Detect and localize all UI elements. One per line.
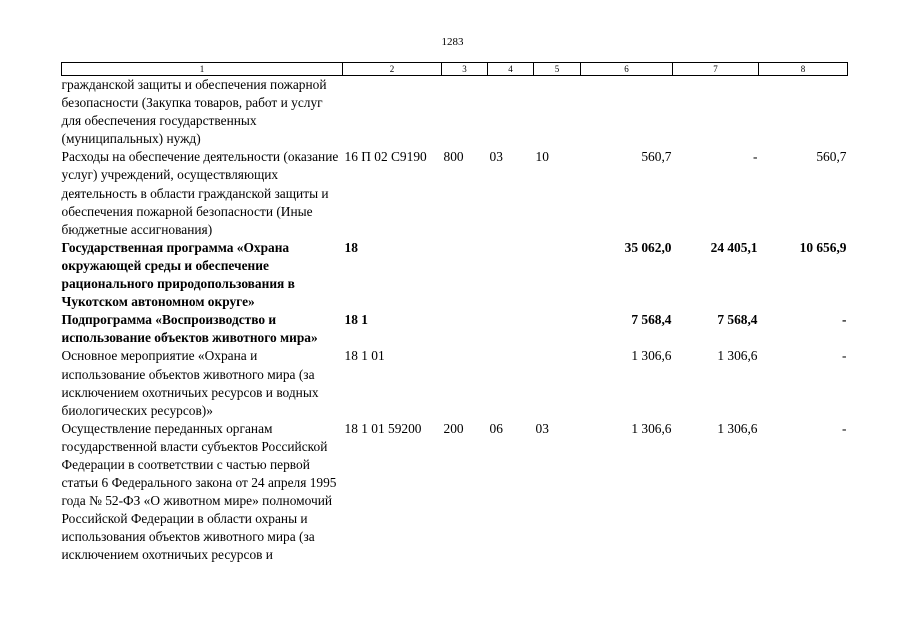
subsection xyxy=(534,239,581,311)
expense-type: 800 xyxy=(443,149,464,165)
target-code: 18 1 01 xyxy=(344,348,385,364)
column-number: 8 xyxy=(759,63,848,76)
expense-type xyxy=(442,239,488,311)
expense-name: Осуществление переданных органам государственной власти субъектов Российской Федерации в соответствии с частью первой статьи 6 Федерального закона от 24 апреля 1995 года № 52-ФЗ «О животном мире» полномочий Российской Федерации в области охраны и использования объектов животного мира (за исключением охотничьих ресурсов и xyxy=(61,420,337,563)
column-number: 7 xyxy=(673,63,759,76)
amount-total: 1 306,6 xyxy=(631,348,672,364)
target-code: 18 1 xyxy=(344,312,368,328)
amount-col7: - xyxy=(753,149,758,165)
table-row xyxy=(62,347,848,419)
amount-col8: - xyxy=(842,420,847,436)
amount-total: 35 062,0 xyxy=(624,239,672,255)
target-code: 18 xyxy=(344,239,358,255)
amount-col7: 1 306,6 xyxy=(717,348,758,364)
column-number: 6 xyxy=(581,63,673,76)
amount-col8: - xyxy=(842,348,847,364)
table-row xyxy=(62,311,848,347)
expense-name: Расходы на обеспечение деятельности (оказание услуг) учреждений, осуществляющих деятельность в области гражданской защиты и обеспечения пожарной безопасности (Иные бюджетные ассигнования) xyxy=(61,149,339,237)
column-number: 3 xyxy=(442,63,488,76)
expense-name: Основное мероприятие «Охрана и использование объектов животного мира (за исключением охотничьих ресурсов и водных биологических ресурсов)» xyxy=(61,348,319,418)
page-number: 1283 xyxy=(441,36,464,48)
amount-col8: - xyxy=(842,312,847,328)
amount-total: 7 568,4 xyxy=(631,312,672,328)
table-row xyxy=(62,148,848,238)
amount-col8: 560,7 xyxy=(816,149,847,165)
amount-col7 xyxy=(673,76,759,149)
subsection xyxy=(534,347,581,419)
subsection: 03 xyxy=(535,420,549,436)
column-number-row xyxy=(62,63,848,76)
amount-col7: 7 568,4 xyxy=(717,312,758,328)
amount-total: 560,7 xyxy=(641,149,672,165)
expense-type xyxy=(442,76,488,149)
section xyxy=(488,76,534,149)
target-code: 18 1 01 59200 xyxy=(344,420,422,436)
column-number: 5 xyxy=(534,63,581,76)
section: 03 xyxy=(489,149,503,165)
amount-col8 xyxy=(759,76,848,149)
target-code xyxy=(343,76,442,149)
expense-type xyxy=(442,347,488,419)
expense-name: Государственная программа «Охрана окружающей среды и обеспечение рационального природопользования в Чукотском автономном округе» xyxy=(61,239,295,310)
column-number: 2 xyxy=(343,63,442,76)
column-number: 1 xyxy=(62,63,343,76)
table-row xyxy=(62,76,848,149)
column-number: 4 xyxy=(488,63,534,76)
table-row xyxy=(62,420,848,565)
subsection: 10 xyxy=(535,149,549,165)
budget-table xyxy=(61,62,848,565)
section xyxy=(488,239,534,311)
amount-total xyxy=(581,76,673,149)
expense-name: Подпрограмма «Воспроизводство и использование объектов животного мира» xyxy=(61,312,318,346)
target-code: 16 П 02 С9190 xyxy=(344,149,427,165)
amount-col7: 1 306,6 xyxy=(717,420,758,436)
expense-type: 200 xyxy=(443,420,464,436)
subsection xyxy=(534,76,581,149)
amount-col8: 10 656,9 xyxy=(799,239,847,255)
amount-total: 1 306,6 xyxy=(631,420,672,436)
expense-type xyxy=(442,311,488,347)
section xyxy=(488,347,534,419)
table-row xyxy=(62,239,848,311)
subsection xyxy=(534,311,581,347)
expense-name: гражданской защиты и обеспечения пожарной безопасности (Закупка товаров, работ и услуг для обеспечения государственных (муниципальных) нужд) xyxy=(61,77,327,147)
amount-col7: 24 405,1 xyxy=(710,239,758,255)
section: 06 xyxy=(489,420,503,436)
section xyxy=(488,311,534,347)
